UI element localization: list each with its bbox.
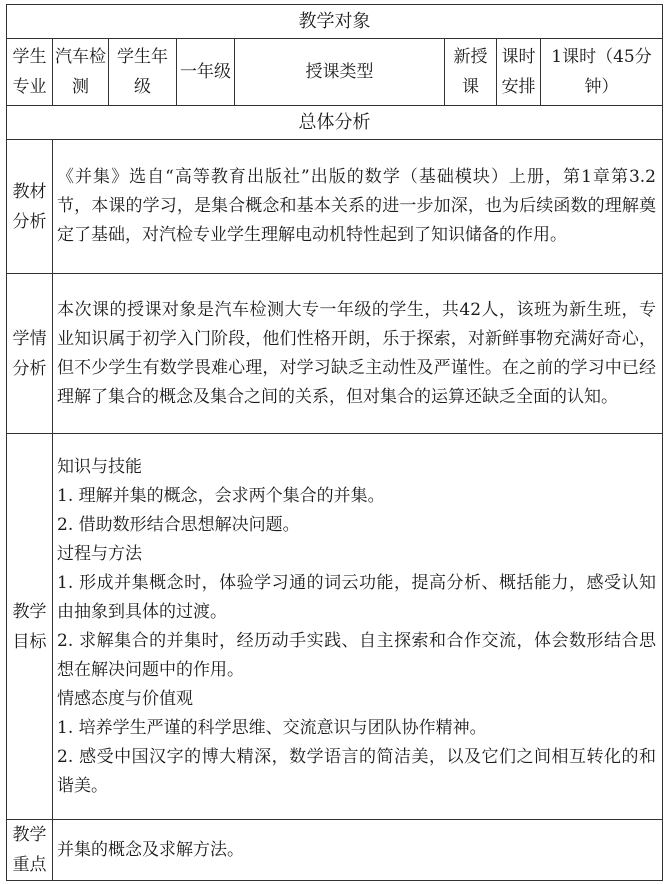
goals-heading-attitude: 情感态度与价值观 bbox=[57, 688, 193, 709]
goals-item: 2. 借助数形结合思想解决问题。 bbox=[57, 514, 300, 535]
type-value: 新授课 bbox=[445, 39, 497, 106]
material-analysis-text: 《并集》选自“高等教育出版社”出版的数学（基础模块）上册，第1章第3.2节，本课的学习，是集合概念和基本关系的进一步加深，也为后续函数的理解奠定了基础，对汽检专业学生理解电动机特性起到了知识储备的作用。 bbox=[53, 140, 663, 274]
goals-item: 1. 理解并集的概念，会求两个集合的并集。 bbox=[57, 485, 385, 506]
goals-item: 2. 求解集合的并集时，经历动手实践、自主探索和合作交流，体会数形结合思想在解决问题中的作用。 bbox=[57, 630, 656, 680]
teaching-goals-content bbox=[53, 434, 663, 820]
student-analysis-label: 学情分析 bbox=[7, 274, 53, 434]
goals-item: 1. 形成并集概念时，体验学习通的词云功能，提高分析、概括能力，感受认知由抽象到具体的过渡。 bbox=[57, 572, 656, 622]
teaching-goals-label: 教学目标 bbox=[7, 434, 53, 820]
major-label: 学生专业 bbox=[7, 39, 53, 106]
section-title-overall-analysis: 总体分析 bbox=[7, 106, 663, 140]
goals-item: 1. 培养学生严谨的科学思维、交流意识与团队协作精神。 bbox=[57, 717, 487, 738]
section-title-teaching-object: 教学对象 bbox=[7, 5, 663, 39]
lesson-plan-table bbox=[6, 4, 663, 881]
material-analysis-label: 教材分析 bbox=[7, 140, 53, 274]
grade-value: 一年级 bbox=[177, 39, 235, 106]
type-label: 授课类型 bbox=[235, 39, 445, 106]
key-point-text: 并集的概念及求解方法。 bbox=[53, 820, 663, 881]
major-value: 汽车检测 bbox=[53, 39, 109, 106]
grade-label: 学生年级 bbox=[109, 39, 177, 106]
hours-value: 1课时（45分钟） bbox=[541, 39, 663, 106]
goals-item: 2. 感受中国汉字的博大精深，数学语言的简洁美，以及它们之间相互转化的和谐美。 bbox=[57, 746, 656, 796]
student-analysis-text: 本次课的授课对象是汽车检测大专一年级的学生，共42人，该班为新生班，专业知识属于初学入门阶段，他们性格开朗，乐于探索，对新鲜事物充满好奇心，但不少学生有数学畏难心理，对学习缺乏主动性及严谨性。在之前的学习中已经理解了集合的概念及集合之间的关系，但对集合的运算还缺乏全面的认知。 bbox=[53, 274, 663, 434]
hours-label: 课时安排 bbox=[497, 39, 541, 106]
goals-heading-process: 过程与方法 bbox=[57, 543, 142, 564]
goals-heading-knowledge: 知识与技能 bbox=[57, 456, 142, 477]
key-point-label: 教学重点 bbox=[7, 820, 53, 881]
